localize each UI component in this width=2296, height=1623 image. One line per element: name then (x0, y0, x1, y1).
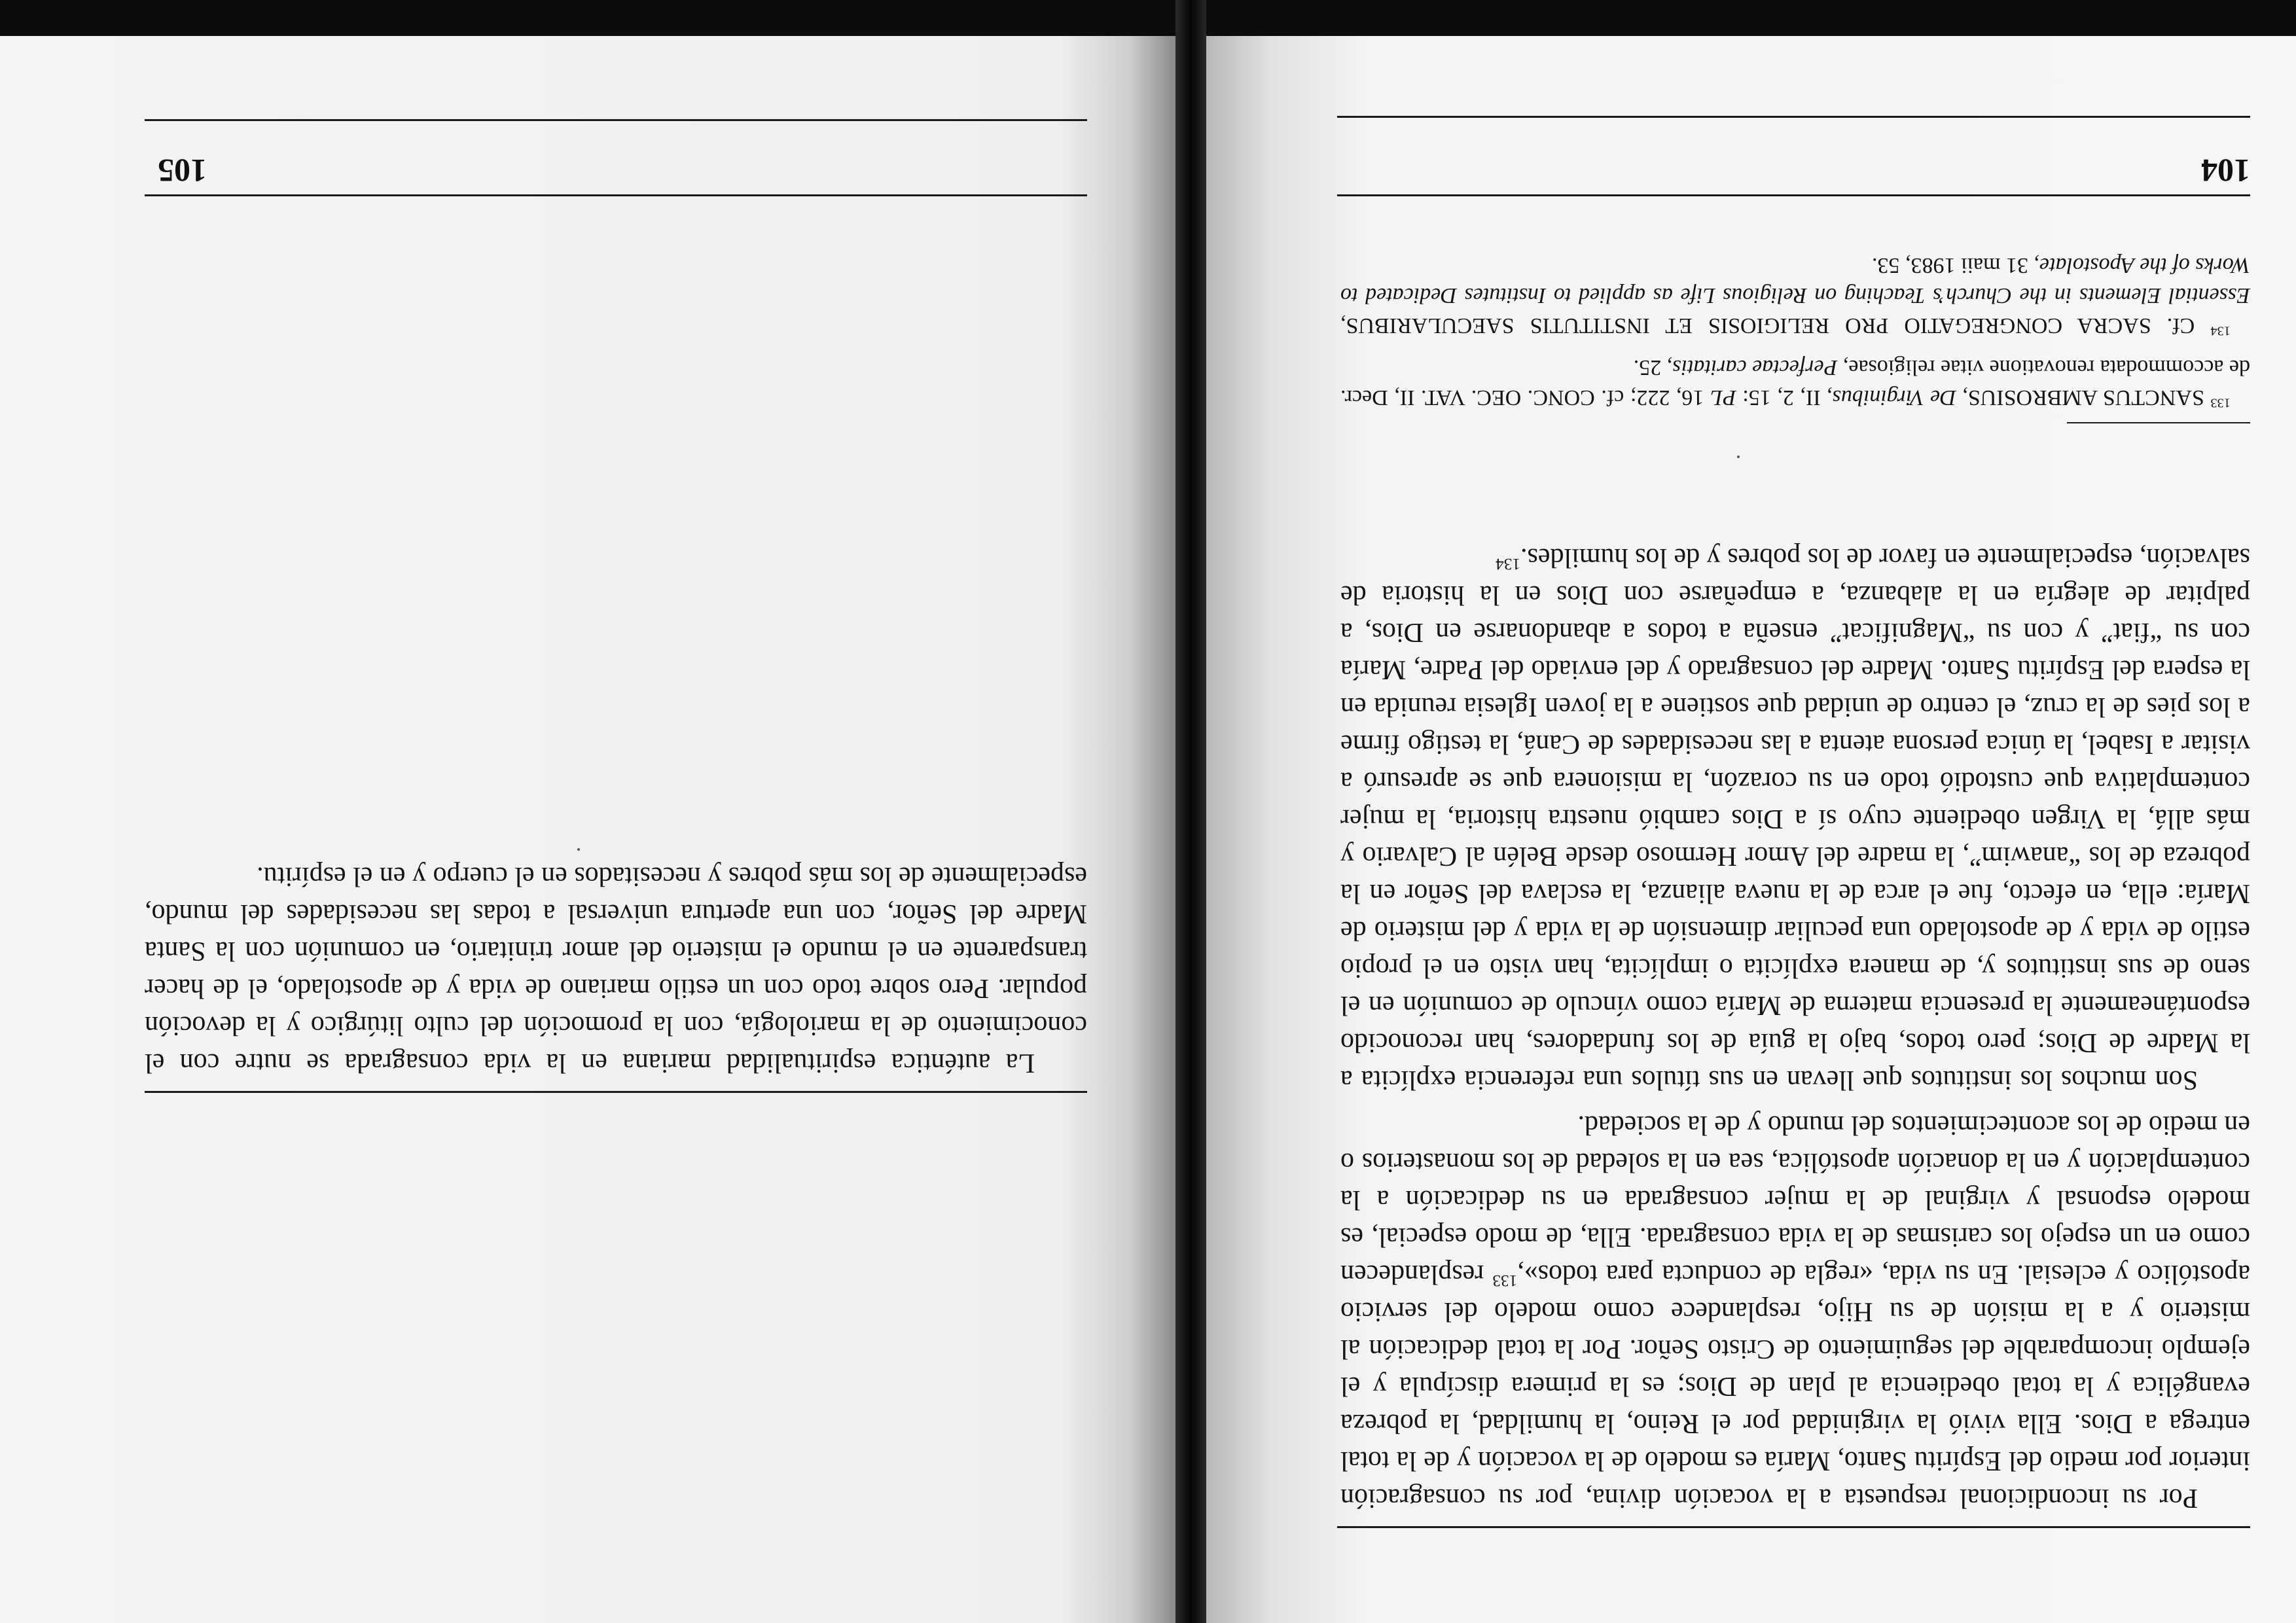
footnote-134: $^{134}$ Cf. SACRA CONGREGATIO PRO RELIGIOSIS ET INSTITUTIS SAECULARIBUS, Essential Elements in the Church’s Teaching on Religious Life as applied to Institutes Dedicated to Works of the Apostolate, 31 maii 1983, 53. (1340, 253, 2250, 338)
gutter (1175, 0, 1206, 1623)
footer-rule-upper (1337, 194, 2250, 196)
footnote-ref-134: 134 (1496, 555, 1520, 573)
footer-rule-lower (145, 119, 1087, 121)
page-number: 105 (158, 152, 207, 189)
footnote-133: $^{133}$ SANCTUS AMBROSIUS, De Virginibus, II, 2, 15: PL 16, 222; cf. CONC. OEC. VAT. II, Decr. de accommodata renovatione vitae religiosae, Perfectae caritatis, 25. (1340, 355, 2250, 410)
paragraph-2: Son muchos los institutos que llevan en sus títulos una referencia explícita a la Madre de Dios; pero todos, bajo la guía de los fundadores, han reconocido espontáneamente la presencia materna de María como vínculo de comunión en el seno de sus institutos y, de manera explícita o implícita, han visto en el propio estilo de vida y de apostolado una peculiar dimensión de la vida y del misterio de María: ella, en efecto, fue el arca de la nueva alianza, la esclava del Señor en la pobreza de los “anawim”, la madre del Amor Hermoso desde Belén al Calvario y más allá, la Virgen obediente cuyo sí a Dios cambió nuestra historia, la mujer contemplativa que custodió todo en su corazón, la misionera que se apresuró a visitar a Isabel, la única persona atenta a las necesidades de Caná, la testigo firme a los pies de la cruz, el centro de unidad que sostiene a la joven Iglesia reunida en la espera del Espíritu Santo. Madre del consagrado y del enviado del Padre, María con su “fiat” y con su “Magnificat” enseña a todos a abandonarse en Dios, a palpitar de alegría en la alabanza, a empeñarse con Dios en la historia de salvación, especialmente en favor de los pobres y de los humildes.$^{134}$ (1340, 543, 2250, 1095)
body-text-105 (145, 857, 1087, 1081)
paragraph-1: La auténtica espiritualidad mariana en la vida consagrada se nutre con el conocimiento de la mariología, con la promoción del culto litúrgico y la devoción popular. Pero sobre todo con un estilo mariano de vida y de apostolado, el de hacer transparente en el mundo el misterio del amor trinitario, en comunión con la Santa Madre del Señor, con una apertura universal a todas las necesidades del mundo, especialmente de los más pobres y necesitados en el cuerpo y en el espíritu. (145, 861, 1087, 1078)
speck (1737, 455, 1740, 458)
top-rule (1337, 1526, 2250, 1528)
page-number: 104 (2201, 152, 2250, 189)
footer-rule-upper (145, 194, 1087, 196)
footer-rule-lower (1337, 116, 2250, 118)
footnote-ref-133: 133 (1492, 1272, 1518, 1289)
page-104 (1206, 36, 2296, 1623)
page-105 (0, 36, 1175, 1623)
footnote-separator (2067, 422, 2250, 423)
speck (577, 848, 580, 851)
paragraph-1: Por su incondicional respuesta a la vocación divina, por su consagración interior por medio del Espíritu Santo, María es modelo de la vocación y de la total entrega a Dios. Ella vivió la virginidad por el Reino, la humildad, la pobreza evangélica y la total obediencia al plan de Dios; es la primera discípula y el ejemplo incomparable del seguimiento de Cristo Señor. Por la total dedicación al misterio y a la misión de su Hijo, resplandece como modelo del servicio apostólico y eclesial. En su vida, «regla de conducta para todos»,$^{133}$ resplandecen como en un espejo los carismas de la vida consagrada. Ella, de modo especial, es modelo esponsal y virginal de la mujer consagrada en su dedicación a la contemplación y en la donación apostólica, sea en la soledad de los monasterios o en medio de los acontecimientos del mundo y de la sociedad. (1340, 1110, 2250, 1513)
footnotes (1340, 250, 2250, 412)
body-text-104 (1340, 539, 2250, 1516)
top-rule (145, 1091, 1087, 1093)
